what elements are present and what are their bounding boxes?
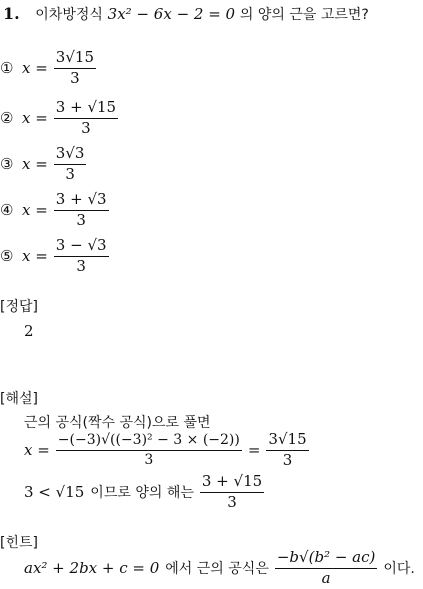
- question-equation: 3x² − 6x − 2 = 0: [107, 5, 236, 23]
- question-number: 1.: [3, 4, 20, 23]
- choice-5-denominator: 3: [76, 256, 86, 275]
- choice-1[interactable]: [0, 50, 96, 87]
- choice-4-fraction: [54, 192, 109, 229]
- choice-2-label: ②: [0, 109, 14, 128]
- choice-1-numerator: 3√15: [54, 50, 96, 69]
- hint-text-end: 이다.: [383, 561, 415, 578]
- answer-heading: [정답]: [0, 299, 38, 315]
- explanation-positive-root-numerator: 3 + √15: [200, 474, 264, 493]
- explanation-equals: =: [247, 441, 261, 460]
- choice-1-lhs: x =: [22, 59, 48, 78]
- question-line: [3, 4, 369, 24]
- hint-formula: [275, 550, 378, 587]
- hint-equation: ax² + 2bx + c = 0: [24, 559, 160, 578]
- explanation-line-2-lhs: x =: [24, 441, 50, 460]
- explanation-line-2: [24, 432, 309, 469]
- choice-2-denominator: 3: [81, 118, 91, 137]
- choice-2-lhs: x =: [22, 109, 48, 128]
- explanation-line-3: [24, 474, 264, 511]
- choice-1-label: ①: [0, 59, 14, 78]
- explanation-numerator: −(−3)√((−3)² − 3 × (−2)): [56, 433, 242, 451]
- hint-formula-denominator: a: [321, 568, 331, 587]
- hint-line: [24, 550, 415, 587]
- explanation-line-1: 근의 공식(짝수 공식)으로 풀면: [24, 415, 211, 431]
- choice-4[interactable]: [0, 192, 109, 229]
- choice-5-lhs: x =: [22, 247, 48, 266]
- choice-3-label: ③: [0, 155, 14, 174]
- choice-5-numerator: 3 − √3: [54, 238, 109, 257]
- explanation-heading: [해설]: [0, 391, 38, 407]
- choice-4-denominator: 3: [76, 210, 86, 229]
- question-text-suffix: 의 양의 근을 고르면?: [239, 7, 369, 23]
- choice-2[interactable]: [0, 100, 118, 137]
- explanation-fraction: [56, 433, 242, 467]
- explanation-result-denominator: 3: [282, 450, 293, 469]
- choice-3-denominator: 3: [65, 164, 75, 183]
- choice-4-label: ④: [0, 201, 14, 220]
- choice-2-numerator: 3 + √15: [54, 100, 118, 119]
- choice-3-fraction: [54, 146, 87, 183]
- explanation-inequality: 3 < √15: [24, 483, 85, 502]
- choice-3-numerator: 3√3: [54, 146, 87, 165]
- choice-4-lhs: x =: [22, 201, 48, 220]
- hint-formula-numerator: −b√(b² − ac): [275, 550, 378, 569]
- choice-1-denominator: 3: [70, 68, 80, 87]
- question-text-prefix: 이차방정식: [35, 7, 103, 23]
- explanation-positive-root: [200, 474, 264, 511]
- explanation-positive-root-denominator: 3: [227, 492, 237, 511]
- explanation-line-3-text: 이므로 양의 해는: [90, 485, 194, 502]
- choice-2-fraction: [54, 100, 118, 137]
- choice-5-fraction: [54, 238, 109, 275]
- choice-3-lhs: x =: [22, 155, 48, 174]
- answer-value: 2: [24, 322, 34, 340]
- hint-heading: [힌트]: [0, 535, 38, 551]
- choice-5-label: ⑤: [0, 247, 14, 266]
- choice-5[interactable]: [0, 238, 109, 275]
- explanation-result-fraction: [266, 432, 308, 469]
- choice-3[interactable]: [0, 146, 86, 183]
- explanation-denominator: 3: [144, 451, 154, 468]
- choice-1-fraction: [54, 50, 96, 87]
- explanation-result-numerator: 3√15: [266, 432, 308, 451]
- hint-text-mid: 에서 근의 공식은: [165, 561, 269, 578]
- choice-4-numerator: 3 + √3: [54, 192, 109, 211]
